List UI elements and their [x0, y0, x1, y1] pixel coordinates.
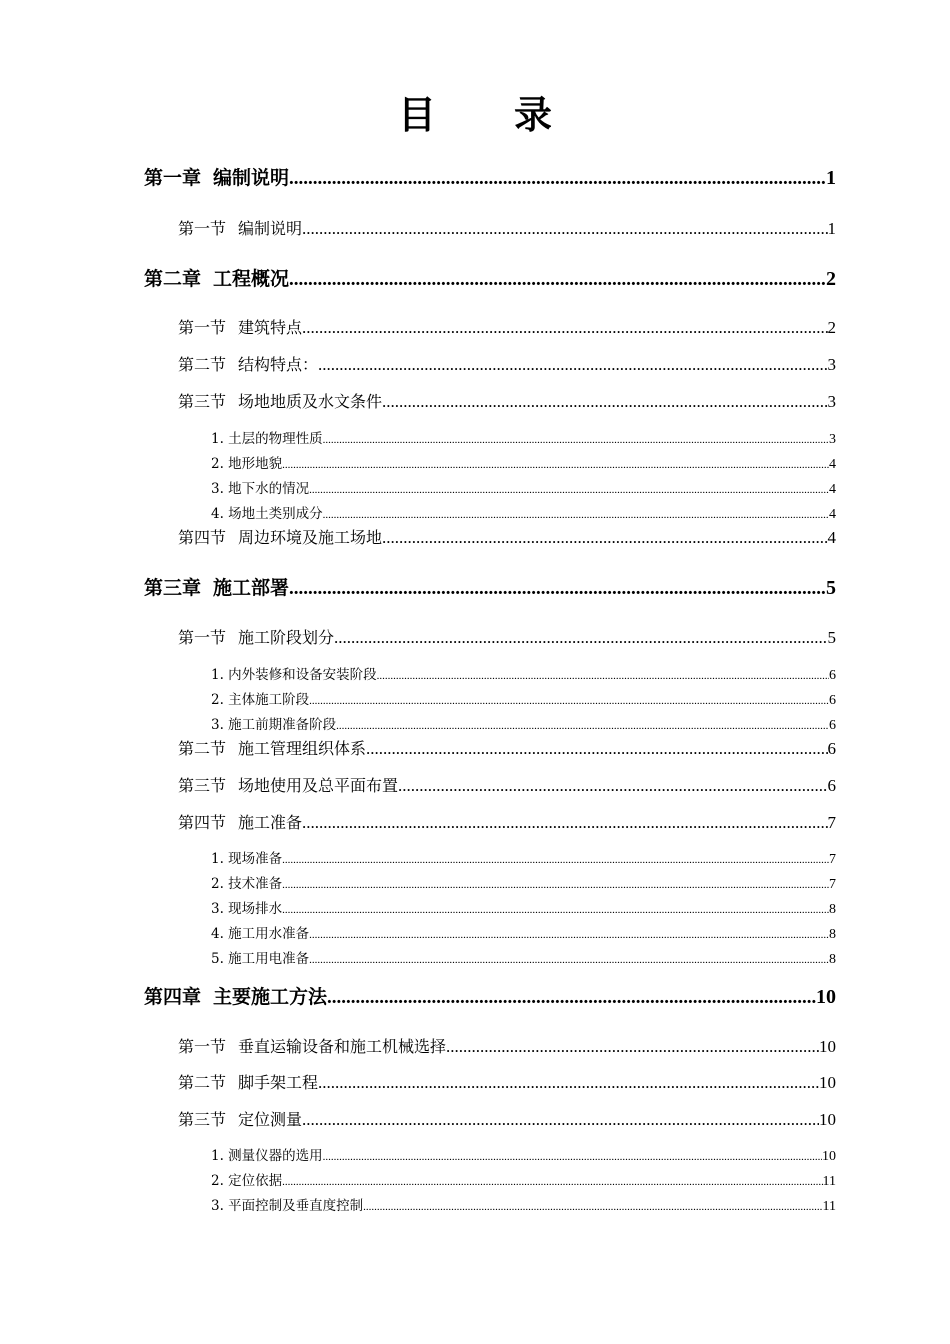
leader-dots: [323, 434, 829, 446]
section-title: 建筑特点: [238, 318, 303, 337]
leader-dots: [309, 695, 829, 707]
leader-dots: [398, 776, 827, 796]
item-title: 1. 内外装修和设备安装阶段: [211, 667, 377, 683]
chapter-title: 工程概况: [213, 268, 290, 290]
page-number: 10: [816, 986, 836, 1008]
page-number: 1: [826, 167, 836, 189]
chapter-title: 主要施工方法: [213, 986, 328, 1008]
section-title: 场地地质及水文条件: [238, 392, 383, 411]
page-number: 6: [829, 718, 836, 733]
section-title: 施工阶段划分: [238, 628, 335, 647]
page-number: 7: [827, 813, 836, 832]
toc-title-char-1: 目: [397, 93, 436, 137]
page-number: 4: [829, 482, 836, 497]
item-title: 4. 施工用水准备: [211, 926, 310, 942]
toc-section[interactable]: [178, 1107, 836, 1130]
section-number: 第二节: [178, 355, 227, 374]
toc-item[interactable]: [211, 947, 836, 968]
chapter-number: 第二章: [144, 268, 202, 290]
item-title: 3. 现场排水: [211, 901, 283, 917]
page-number: 6: [827, 776, 836, 795]
page-number: 3: [829, 432, 836, 447]
page-number: 10: [819, 1110, 836, 1129]
leader-dots: [282, 879, 829, 891]
toc-item[interactable]: [211, 1144, 836, 1165]
leader-dots: [289, 578, 826, 600]
section-number: 第一节: [178, 318, 227, 337]
chapter-number: 第一章: [144, 167, 202, 189]
toc-section[interactable]: [178, 352, 836, 375]
page-number: 8: [829, 952, 836, 967]
item-title: 2. 定位依据: [211, 1173, 283, 1189]
toc-item[interactable]: [211, 477, 836, 498]
leader-dots: [323, 1151, 822, 1163]
toc-item[interactable]: [211, 452, 836, 473]
section-title: 编制说明: [238, 219, 303, 238]
leader-dots: [336, 720, 829, 732]
leader-dots: [282, 1176, 822, 1188]
section-title: 场地使用及总平面布置: [238, 776, 399, 795]
page-number: 2: [827, 318, 836, 337]
toc-section[interactable]: [178, 625, 836, 648]
section-title: 施工管理组织体系: [238, 739, 367, 758]
item-title: 2. 技术准备: [211, 876, 283, 892]
leader-dots: [382, 392, 827, 412]
leader-dots: [302, 1110, 819, 1130]
section-number: 第三节: [178, 392, 227, 411]
page-number: 11: [822, 1199, 836, 1214]
toc-section[interactable]: [178, 389, 836, 412]
item-title: 1. 现场准备: [211, 851, 283, 867]
page-number: 6: [827, 739, 836, 758]
leader-dots: [318, 1073, 819, 1093]
leader-dots: [309, 484, 829, 496]
page-number: 2: [826, 268, 836, 290]
item-title: 2. 地形地貌: [211, 456, 283, 472]
toc-item[interactable]: [211, 713, 836, 734]
section-title: 周边环境及施工场地: [238, 528, 383, 547]
leader-dots: [289, 168, 826, 190]
page-number: 5: [826, 577, 836, 599]
toc-item[interactable]: [211, 427, 836, 448]
leader-dots: [363, 1201, 822, 1213]
toc-section[interactable]: [178, 773, 836, 796]
leader-dots: [309, 954, 829, 966]
leader-dots: [323, 509, 829, 521]
page-number: 6: [829, 668, 836, 683]
page-number: 11: [822, 1174, 836, 1189]
leader-dots: [302, 219, 827, 239]
leader-dots: [377, 670, 829, 682]
page-number: 3: [827, 392, 836, 411]
page-number: 7: [829, 877, 836, 892]
page-number: 8: [829, 902, 836, 917]
item-title: 4. 场地土类别成分: [211, 506, 323, 522]
toc-section[interactable]: [178, 1070, 836, 1093]
toc-item[interactable]: [211, 688, 836, 709]
item-title: 2. 主体施工阶段: [211, 692, 310, 708]
leader-dots: [309, 929, 829, 941]
page-number: 10: [819, 1037, 836, 1056]
toc-section[interactable]: [178, 1034, 836, 1057]
page-number: 3: [827, 355, 836, 374]
toc-item[interactable]: [211, 847, 836, 868]
item-title: 3. 平面控制及垂直度控制: [211, 1198, 364, 1214]
page-number: 5: [827, 628, 836, 647]
toc-title: [0, 84, 950, 139]
toc-section[interactable]: [178, 810, 836, 833]
leader-dots: [446, 1037, 819, 1057]
section-title: 脚手架工程: [238, 1073, 319, 1092]
toc-section[interactable]: [178, 525, 836, 548]
section-number: 第二节: [178, 1073, 227, 1092]
toc-chapter-2[interactable]: [144, 264, 836, 291]
page-number: 7: [829, 852, 836, 867]
toc-section[interactable]: [178, 216, 836, 239]
toc-chapter-4[interactable]: [144, 982, 836, 1009]
page-number: 10: [822, 1149, 836, 1164]
leader-dots: [282, 904, 829, 916]
item-title: 5. 施工用电准备: [211, 951, 310, 967]
leader-dots: [282, 459, 829, 471]
page-number: 6: [829, 693, 836, 708]
section-title: 定位测量: [238, 1110, 303, 1129]
section-number: 第四节: [178, 528, 227, 547]
leader-dots: [318, 355, 827, 375]
chapter-title: 施工部署: [213, 577, 290, 599]
chapter-title: 编制说明: [213, 167, 290, 189]
toc-item[interactable]: [211, 502, 836, 523]
item-title: 3. 地下水的情况: [211, 481, 310, 497]
toc-item[interactable]: [211, 897, 836, 918]
item-title: 3. 施工前期准备阶段: [211, 717, 337, 733]
toc-item[interactable]: [211, 922, 836, 943]
section-number: 第一节: [178, 628, 227, 647]
section-number: 第四节: [178, 813, 227, 832]
toc-chapter-1[interactable]: [144, 163, 836, 190]
section-title: 施工准备: [238, 813, 303, 832]
page-number: 1: [827, 219, 836, 238]
leader-dots: [327, 987, 816, 1009]
leader-dots: [289, 269, 826, 291]
section-number: 第三节: [178, 1110, 227, 1129]
leader-dots: [302, 813, 827, 833]
toc-title-char-2: 录: [514, 93, 553, 137]
toc-item[interactable]: [211, 1169, 836, 1190]
section-number: 第一节: [178, 1037, 227, 1056]
toc-item[interactable]: [211, 663, 836, 684]
toc-section[interactable]: [178, 315, 836, 338]
section-title: 垂直运输设备和施工机械选择: [238, 1037, 447, 1056]
leader-dots: [334, 628, 827, 648]
page-number: 8: [829, 927, 836, 942]
toc-section[interactable]: [178, 736, 836, 759]
page-number: 4: [827, 528, 836, 547]
chapter-number: 第三章: [144, 577, 202, 599]
leader-dots: [382, 528, 827, 548]
leader-dots: [282, 854, 829, 866]
toc-chapter-3[interactable]: [144, 573, 836, 600]
leader-dots: [366, 739, 827, 759]
item-title: 1. 测量仪器的选用: [211, 1148, 323, 1164]
page-number: 10: [819, 1073, 836, 1092]
section-number: 第一节: [178, 219, 227, 238]
item-title: 1. 土层的物理性质: [211, 431, 323, 447]
chapter-number: 第四章: [144, 986, 202, 1008]
section-number: 第三节: [178, 776, 227, 795]
leader-dots: [302, 318, 827, 338]
page-number: 4: [829, 457, 836, 472]
section-number: 第二节: [178, 739, 227, 758]
toc-item[interactable]: [211, 872, 836, 893]
toc-item[interactable]: [211, 1194, 836, 1215]
page-number: 4: [829, 507, 836, 522]
section-title: 结构特点：: [238, 355, 319, 374]
